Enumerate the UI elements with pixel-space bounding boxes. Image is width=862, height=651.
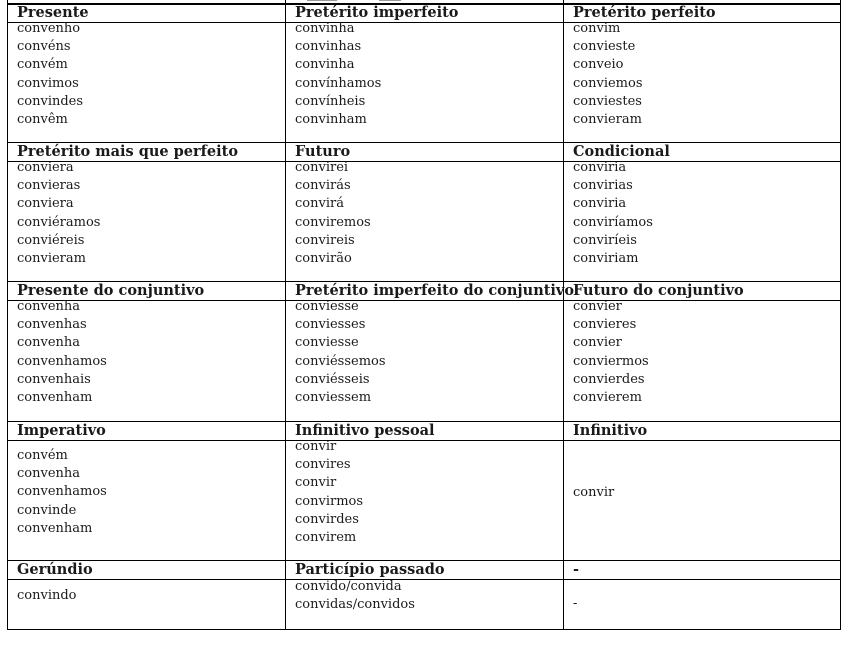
verb-form: conviesse xyxy=(295,335,359,351)
grid-line-horizontal xyxy=(7,629,841,630)
verb-form: convirás xyxy=(295,178,351,194)
grid-line-horizontal xyxy=(7,579,841,580)
verb-form: conviera xyxy=(17,196,74,212)
verb-form: conviria xyxy=(573,196,627,212)
verb-form: convenha xyxy=(17,299,81,314)
verb-form: convenhamos xyxy=(17,353,107,369)
verb-form: convindes xyxy=(17,93,84,109)
verb-forms xyxy=(563,298,649,407)
verb-form: convinha xyxy=(295,57,355,73)
verb-form: convido/convida xyxy=(295,579,402,594)
tense-header: Condicional xyxy=(573,143,670,160)
verb-form: convirdes xyxy=(295,511,359,527)
tense-header: Particípio passado xyxy=(295,561,445,578)
verb-form: convenhamos xyxy=(17,484,107,500)
grid-line-horizontal xyxy=(7,300,841,301)
verb-form: conviéreis xyxy=(17,232,85,248)
verb-form: convir xyxy=(573,485,615,500)
verb-form: conviessem xyxy=(295,390,372,406)
verb-form: convenhais xyxy=(17,371,91,387)
verb-forms xyxy=(563,20,643,129)
verb-form: convinham xyxy=(295,112,367,128)
verb-form: convieras xyxy=(17,178,81,194)
verb-form: conviesses xyxy=(295,317,366,333)
verb-form: convém xyxy=(17,57,68,73)
verb-forms xyxy=(563,159,653,268)
tense-header: - xyxy=(573,561,580,578)
tense-header: Imperativo xyxy=(17,422,106,439)
verb-forms xyxy=(563,595,577,613)
verb-form: convirão xyxy=(295,251,352,267)
verb-form: convínheis xyxy=(295,93,366,109)
verb-forms xyxy=(285,298,386,407)
verb-form: conviéramos xyxy=(17,214,101,230)
verb-form: convir xyxy=(295,475,337,491)
verb-form: convinde xyxy=(17,502,77,518)
verb-form: convieste xyxy=(573,39,636,55)
verb-forms xyxy=(285,578,415,614)
verb-form: conveio xyxy=(573,57,624,73)
verb-forms xyxy=(563,484,614,502)
verb-form: convenham xyxy=(17,520,93,536)
verb-form: convirem xyxy=(295,530,357,546)
verb-form: conviésseis xyxy=(295,371,370,387)
verb-form: convêm xyxy=(17,112,68,128)
verb-form: convires xyxy=(295,457,351,473)
tense-header: Infinitivo xyxy=(573,422,648,439)
verb-form: convieres xyxy=(573,317,637,333)
tense-header: Pretérito mais que perfeito xyxy=(17,143,239,160)
verb-form: conviriam xyxy=(573,251,639,267)
tense-header: Presente xyxy=(17,4,89,21)
verb-form: convenha xyxy=(17,335,81,351)
verb-form: convim xyxy=(573,21,621,36)
verb-form: convier xyxy=(573,299,622,314)
verb-form: convirmos xyxy=(295,493,364,509)
grid-line-horizontal xyxy=(7,440,841,441)
verb-form: convier xyxy=(573,335,622,351)
verb-form: convinha xyxy=(295,21,355,36)
verb-form: convenha xyxy=(17,466,81,482)
verb-form: convirá xyxy=(295,196,344,212)
verb-form: conviéssemos xyxy=(295,353,386,369)
verb-forms xyxy=(285,20,381,129)
verb-form: convenho xyxy=(17,21,81,36)
tense-header: Futuro do conjuntivo xyxy=(573,282,744,299)
verb-form: conviremos xyxy=(295,214,371,230)
verb-form: convínhamos xyxy=(295,75,382,91)
verb-form: conviermos xyxy=(573,353,649,369)
verb-forms xyxy=(7,20,83,129)
verb-forms xyxy=(285,438,363,547)
verb-form: convirei xyxy=(295,160,349,175)
verb-form: convinhas xyxy=(295,39,362,55)
verb-form: conviestes xyxy=(573,93,642,109)
grid-line-horizontal xyxy=(7,161,841,162)
tense-header: Gerúndio xyxy=(17,561,93,578)
verb-form: conviríamos xyxy=(573,214,653,230)
verb-forms xyxy=(7,587,77,605)
verb-form: conviria xyxy=(573,160,627,175)
verb-form: convimos xyxy=(17,75,79,91)
tense-header: Presente do conjuntivo xyxy=(17,282,205,299)
verb-form: convieram xyxy=(17,251,86,267)
verb-forms xyxy=(285,159,371,268)
verb-form: convieram xyxy=(573,112,642,128)
verb-form: convireis xyxy=(295,232,355,248)
verb-form: convierem xyxy=(573,390,642,406)
verb-forms xyxy=(7,447,107,538)
verb-form: convéns xyxy=(17,39,71,55)
verb-form: conviesse xyxy=(295,299,359,314)
verb-form: convidas/convidos xyxy=(295,597,415,613)
verb-form: convierdes xyxy=(573,371,645,387)
verb-form: convindo xyxy=(17,588,77,603)
verb-form: convir xyxy=(295,439,337,454)
verb-form: - xyxy=(573,596,578,611)
verb-forms xyxy=(7,298,107,407)
verb-form: conviríeis xyxy=(573,232,637,248)
grid-line-vertical xyxy=(840,0,841,630)
verb-form: conviemos xyxy=(573,75,643,91)
tense-header: Futuro xyxy=(295,143,351,160)
verb-form: convenham xyxy=(17,390,93,406)
grid-line-horizontal xyxy=(7,22,841,23)
verb-form: convém xyxy=(17,448,68,463)
tense-header: Infinitivo pessoal xyxy=(295,422,435,439)
verb-form: convenhas xyxy=(17,317,87,333)
verb-form: conviera xyxy=(17,160,74,175)
tense-header: Pretérito imperfeito do conjuntivo xyxy=(295,282,575,299)
tense-header: Pretérito imperfeito xyxy=(295,4,459,21)
verb-form: convirias xyxy=(573,178,633,194)
tense-header: Pretérito perfeito xyxy=(573,4,716,21)
verb-forms xyxy=(7,159,100,268)
conjugation-table xyxy=(7,0,841,630)
